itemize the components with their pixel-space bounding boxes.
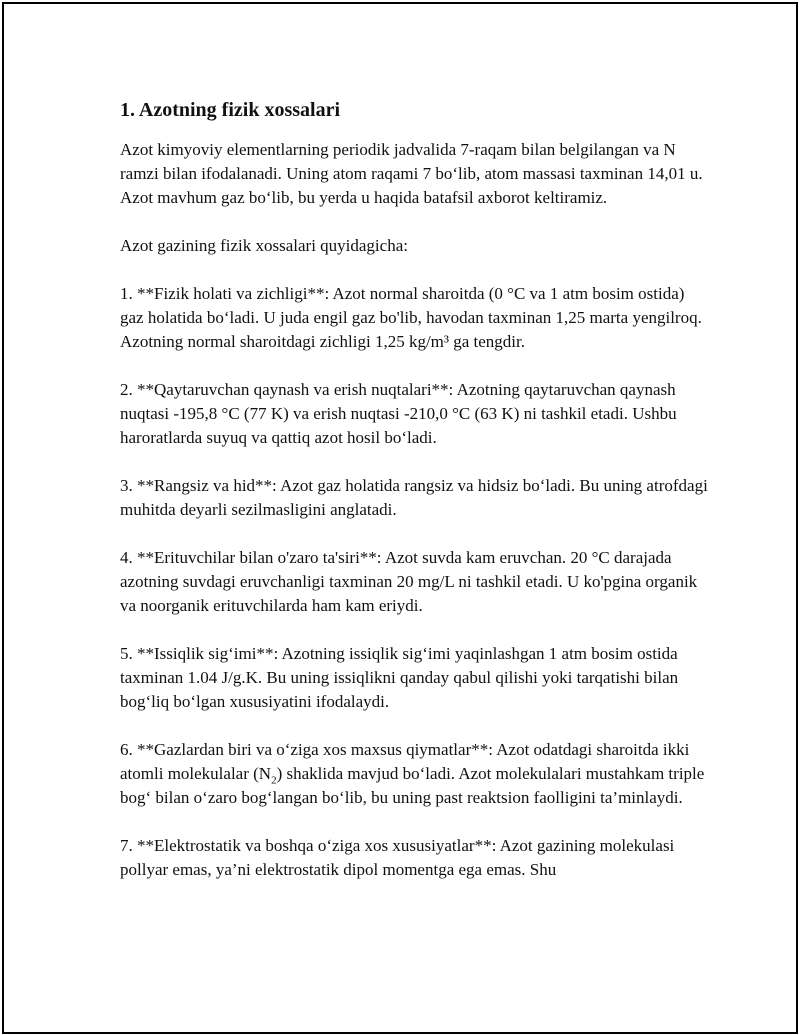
subscript-2: 2 (271, 774, 277, 787)
paragraph-item-2: 2. **Qaytaruvchan qaynash va erish nuqtalari**: Azotning qaytaruvchan qaynash nuqtasi -195,8 °C (77 K) va erish nuqtasi -210,0 °C (63 K) ni tashkil etadi. Ushbu haroratlarda suyuq va qattiq azot hosil bo‘ladi. (120, 380, 677, 447)
paragraph-item-6 (120, 738, 710, 810)
section-heading: 1. Azotning fizik xossalari (120, 99, 341, 121)
paragraph-item-6-text-a: 6. **Gazlardan biri va o‘ziga xos maxsus qiymatlar**: Azot odatdagi sharoitda ikki atomli molekulalar (N (120, 740, 690, 783)
paragraph-intro: Azot kimyoviy elementlarning periodik jadvalida 7-raqam bilan belgilangan va N ramzi bilan ifodalanadi. Uning atom raqami 7 bo‘lib, atom massasi taxminan 14,01 u. Azot mavhum gaz bo‘lib, bu yerda u haqida batafsil axborot keltiramiz. (120, 140, 703, 207)
paragraph-item-6-text-b: ) shaklida mavjud bo‘ladi. Azot molekulalari mustahkam triple bog‘ bilan o‘zaro bog‘langan bo‘lib, bu uning past reaktsion faolligini ta’minlaydi. (120, 764, 705, 807)
paragraph-item-4: 4. **Erituvchilar bilan o'zaro ta'siri**: Azot suvda kam eruvchan. 20 °C darajada azotning suvdagi eruvchanligi taxminan 20 mg/L ni tashkil etadi. U ko'pgina organik va noorganik erituvchilarda ham kam eriydi. (120, 548, 698, 615)
paragraph-item-1: 1. **Fizik holati va zichligi**: Azot normal sharoitda (0 °C va 1 atm bosim ostida) gaz holatida bo‘ladi. U juda engil gaz bo'lib, havodan taxminan 1,25 marta yengilroq. Azotning normal sharoitdagi zichligi 1,25 kg/m³ ga tengdir. (120, 284, 702, 351)
paragraph-item-3: 3. **Rangsiz va hid**: Azot gaz holatida rangsiz va hidsiz bo‘ladi. Bu uning atrofdagi muhitda deyarli sezilmasligini anglatadi. (120, 476, 708, 519)
paragraph-item-5: 5. **Issiqlik sig‘imi**: Azotning issiqlik sig‘imi yaqinlashgan 1 atm bosim ostida taxminan 1.04 J/g.K. Bu uning issiqlikni qanday qabul qilishi yoki tarqatishi bilan bog‘liq bo‘lgan xususiyatini ifodalaydi. (120, 644, 679, 711)
document-content (120, 96, 710, 906)
document-page (2, 2, 798, 1034)
paragraph-list-intro: Azot gazining fizik xossalari quyidagicha: (120, 236, 408, 255)
paragraph-item-7: 7. **Elektrostatik va boshqa o‘ziga xos xususiyatlar**: Azot gazining molekulasi pollyar emas, ya’ni elektrostatik dipol momentga ega emas. Shu (120, 836, 675, 879)
